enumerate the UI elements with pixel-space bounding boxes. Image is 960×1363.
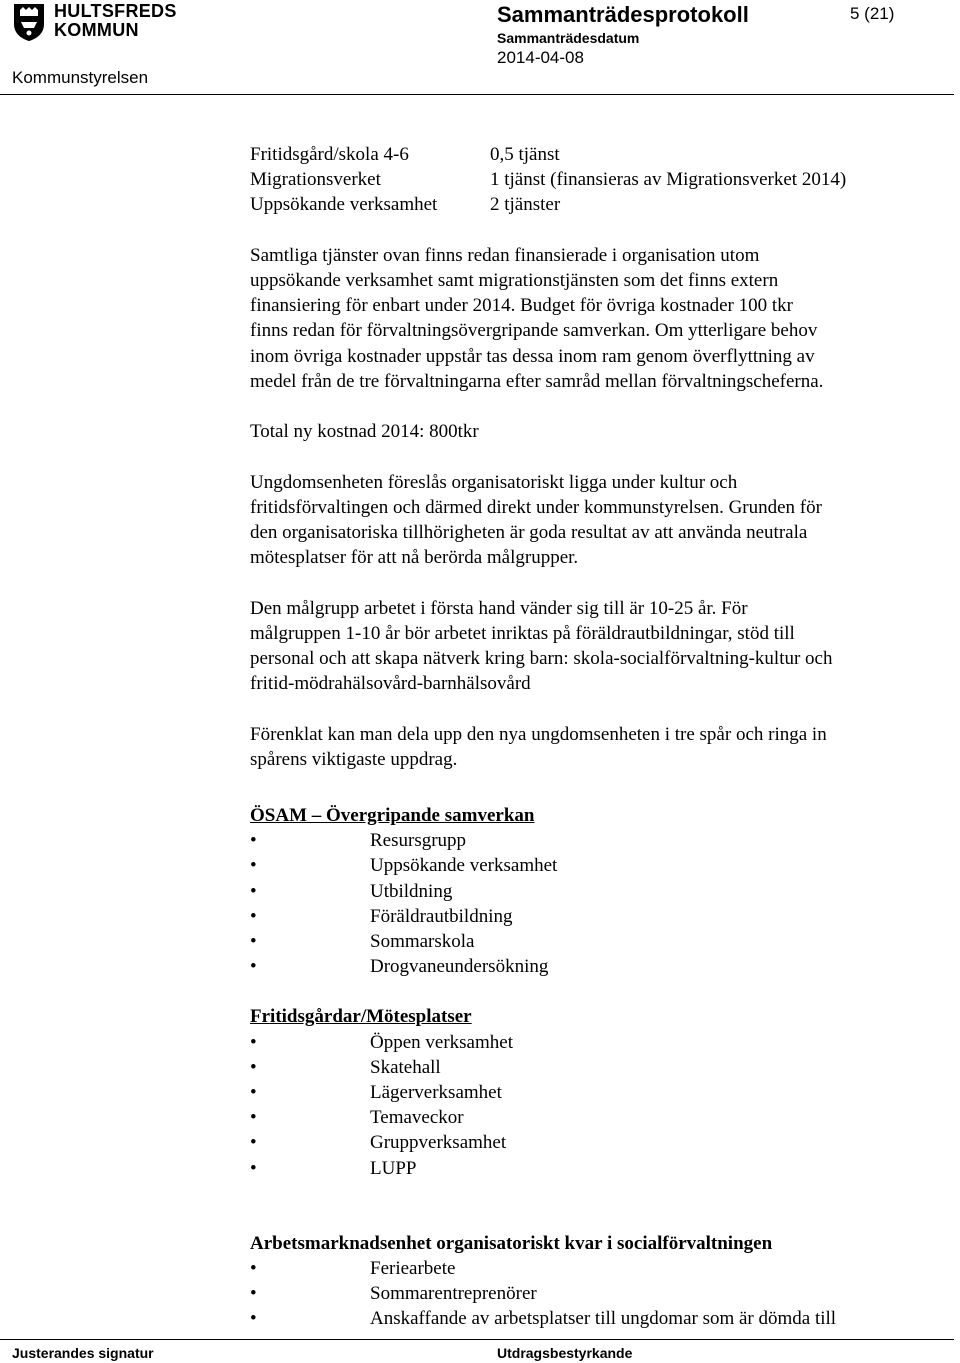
list-item: • Föräldrautbildning (250, 904, 940, 929)
paragraph-funding (250, 243, 940, 394)
position-list (250, 142, 940, 218)
text-line: finns redan för förvaltningsövergripande samverkan. Om ytterligare behov (250, 320, 818, 342)
footer-divider (0, 1339, 954, 1340)
paragraph-organisation (250, 470, 940, 571)
position-name: Fritidsgård/skola 4-6 (250, 144, 409, 165)
section-labour-market (250, 1231, 940, 1332)
list-item: • Uppsökande verksamhet (250, 853, 940, 878)
text-line: finansiering för enbart under 2014. Budget för övriga kostnader 100 tkr (250, 295, 793, 317)
list-item: • Gruppverksamhet (250, 1130, 940, 1155)
section-osam (250, 803, 940, 979)
text-line: uppsökande verksamhet samt migrationstjänsten som det finns extern (250, 270, 779, 291)
section-heading: Arbetsmarknadsenhet organisatoriskt kvar i socialförvaltningen (250, 1232, 773, 1254)
text-line: den organisatoriska tillhörigheten är goda resultat av att använda neutrala (250, 522, 808, 543)
text-line: mötesplatser för att nå berörda målgrupper. (250, 547, 579, 569)
text-line: fritidsförvaltingen och därmed direkt under kommunstyrelsen. Grunden för (250, 496, 822, 518)
list-item: • Sommarentreprenörer (250, 1281, 940, 1306)
bullet-list (250, 828, 940, 979)
paragraph-three-tracks (250, 722, 940, 772)
header-divider (0, 94, 954, 95)
bullet-list (250, 1256, 940, 1332)
text-line: Förenklat kan man dela upp den nya ungdomsenheten i tre spår och ringa in (250, 723, 827, 745)
list-item: • Temaveckor (250, 1105, 940, 1130)
section-heading: Fritidsgårdar/Mötesplatser (250, 1006, 472, 1028)
text-line: medel från de tre förvaltningarna efter samråd mellan förvaltningscheferna. (250, 370, 824, 392)
coat-of-arms-icon (12, 2, 46, 42)
text-line: målgruppen 1-10 år bör arbetet inriktas på föräldrautbildningar, stöd till (250, 622, 795, 644)
position-row (250, 192, 940, 217)
document-title: Sammanträdesprotokoll (497, 2, 749, 27)
position-row (250, 142, 940, 167)
section-youth-centres (250, 1004, 940, 1180)
list-item: • Drogvaneundersökning (250, 954, 940, 979)
position-row (250, 167, 940, 192)
org-name-line2: KOMMUN (54, 20, 139, 40)
meeting-date-label: Sammanträdesdatum (497, 30, 640, 46)
position-value: 2 tjänster (490, 194, 561, 216)
text-line: Ungdomsenheten föreslås organisatoriskt ligga under kultur och (250, 471, 738, 493)
signature-label: Justerandes signatur (12, 1345, 154, 1361)
list-item: • Sommarskola (250, 929, 940, 954)
text-line: spårens viktigaste uppdrag. (250, 748, 458, 770)
page-number: 5 (21) (850, 4, 895, 23)
text-line: Den målgrupp arbetet i första hand vänder sig till är 10-25 år. För (250, 597, 748, 619)
position-value: 1 tjänst (finansieras av Migrationsverket 2014) (490, 169, 847, 191)
list-item: • Feriearbete (250, 1256, 940, 1281)
list-item: • Resursgrupp (250, 828, 940, 853)
list-item: • Öppen verksamhet (250, 1030, 940, 1055)
section-heading: ÖSAM – Övergripande samverkan (250, 805, 535, 826)
list-item: • Lägerverksamhet (250, 1080, 940, 1105)
text-line: personal och att skapa nätverk kring barn: skola-socialförvaltning-kultur och (250, 648, 833, 669)
list-item: • Anskaffande av arbetsplatser till ungdomar som är dömda till (250, 1306, 940, 1331)
list-item: • Skatehall (250, 1055, 940, 1080)
paragraph-total-cost: Total ny kostnad 2014: 800tkr (250, 421, 479, 443)
list-item: • LUPP (250, 1156, 940, 1181)
extract-certification-label: Utdragsbestyrkande (497, 1345, 633, 1361)
department-name: Kommunstyrelsen (12, 68, 149, 87)
text-line: Samtliga tjänster ovan finns redan finansierade i organisation utom (250, 244, 760, 266)
position-name: Migrationsverket (250, 169, 381, 191)
org-name-line1: HULTSFREDS (54, 1, 177, 21)
municipality-logo (12, 2, 177, 42)
document-body (250, 142, 940, 1332)
list-item: • Utbildning (250, 879, 940, 904)
text-line: fritid-mödrahälsovård-barnhälsovård (250, 673, 531, 695)
bullet-list (250, 1030, 940, 1181)
position-name: Uppsökande verksamhet (250, 194, 438, 216)
meeting-date-value: 2014-04-08 (497, 48, 584, 67)
position-value: 0,5 tjänst (490, 144, 560, 165)
paragraph-target-group (250, 596, 940, 697)
text-line: inom övriga kostnader uppstår tas dessa inom ram genom överflyttning av (250, 345, 815, 367)
